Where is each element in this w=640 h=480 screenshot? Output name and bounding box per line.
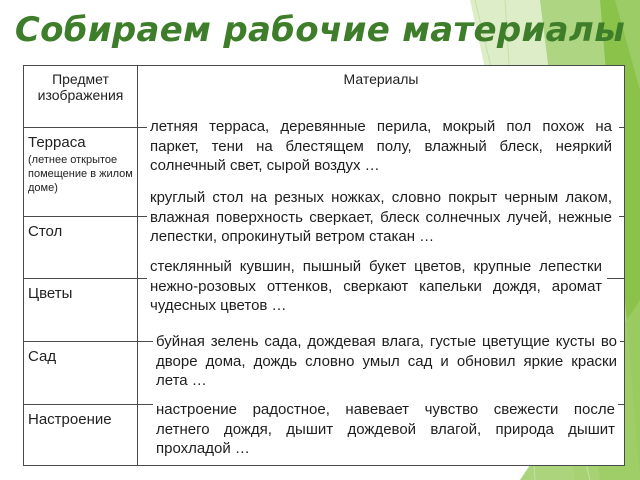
subject-label: Стол xyxy=(28,223,63,240)
header-materials: Материалы xyxy=(138,66,625,128)
materials-text: буйная зелень сада, дождевая влага, густые цветущие кусты во дворе дома, дождь словно умыл сад и обновил яркие краски лета … xyxy=(156,333,617,389)
materials-text: настроение радостное, навевает чувство свежести после летнего дождя, дышит дождевой влагой, природа дышит прохладой … xyxy=(156,401,615,457)
subject-cell xyxy=(24,342,138,405)
subject-cell xyxy=(24,279,138,342)
subject-cell xyxy=(24,217,138,279)
subject-note: (летнее открытое помещение в жилом доме) xyxy=(28,154,133,194)
subject-label: Настроение xyxy=(28,411,112,428)
subject-cell xyxy=(24,128,138,217)
materials-text: летняя терраса, деревянные перила, мокрый пол похож на паркет, тени на блестящем полу, влажный блеск, неяркий солнечный свет, сырой воздух … xyxy=(150,118,612,174)
subject-label: Цветы xyxy=(28,285,73,302)
subject-label: Терраса xyxy=(28,134,86,151)
page-title: Собираем рабочие материалы xyxy=(14,10,626,50)
subject-cell xyxy=(24,405,138,466)
materials-text: круглый стол на резных ножках, словно покрыт черным лаком, влажная поверхность сверкает, блеск солнечных лучей, нежные лепестки, опрокинутый ветром стакан … xyxy=(150,189,612,245)
materials-text: стеклянный кувшин, пышный букет цветов, крупные лепестки нежно-розовых оттенков, сверкают капельки дождя, аромат чудесных цветов … xyxy=(150,258,602,314)
header-subject: Предмет изображения xyxy=(24,66,138,128)
subject-label: Сад xyxy=(28,348,57,365)
